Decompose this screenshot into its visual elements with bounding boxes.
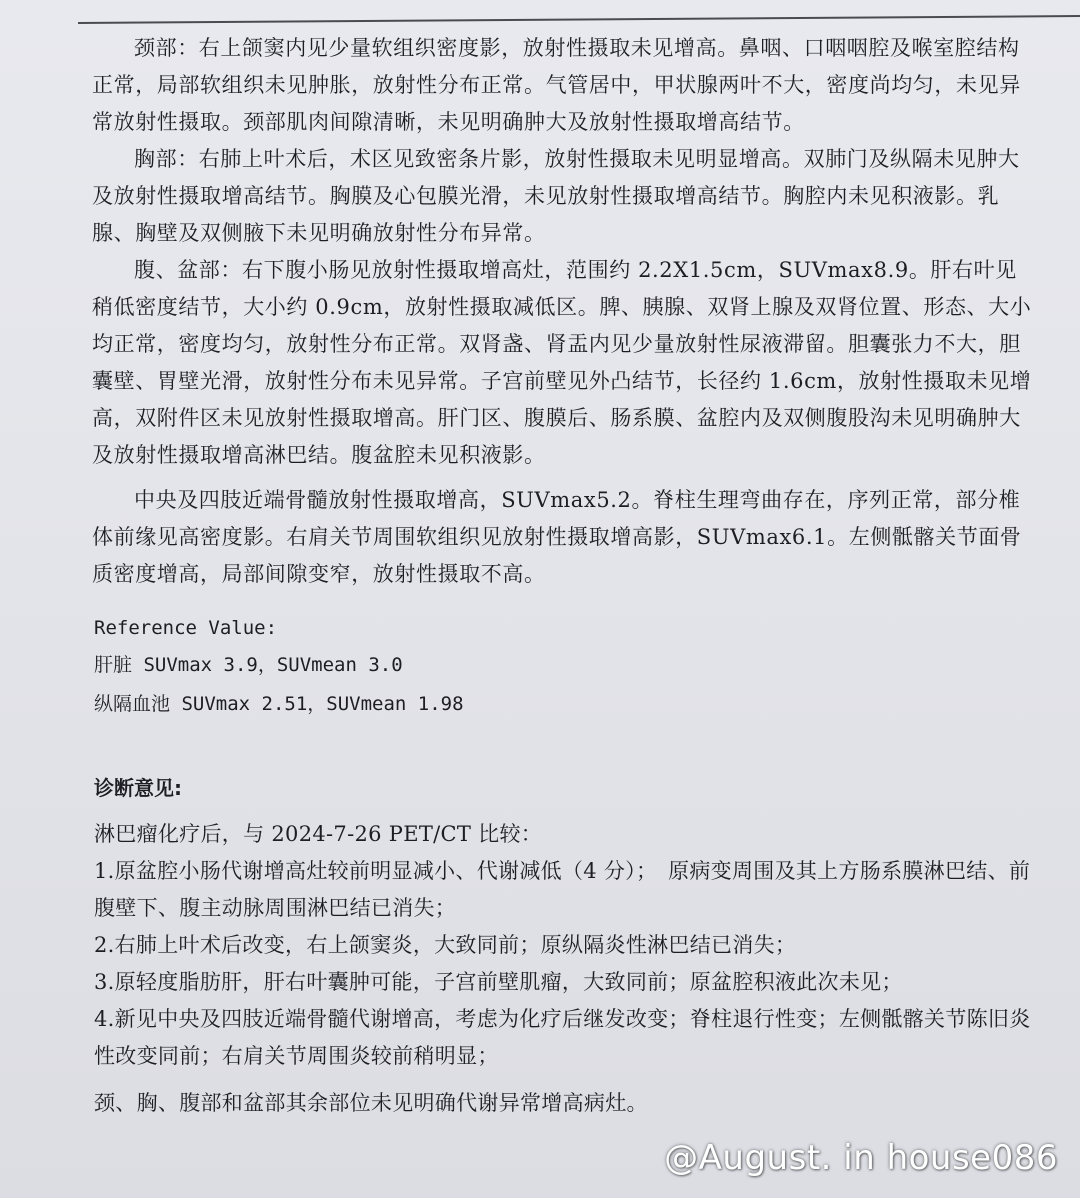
finding-chest (92, 141, 1032, 252)
finding-neck-text: 颈部：右上颌窦内见少量软组织密度影，放射性摄取未见增高。鼻咽、口咽咽腔及喉室腔结构正常，局部软组织未见肿胀，放射性分布正常。气管居中，甲状腺两叶不大，密度尚均匀，未见异常放射性摄取。颈部肌肉间隙清晰，未见明确肿大及放射性摄取增高结节。 (92, 36, 1021, 134)
reference-mediastinum: 纵隔血池 SUVmax 2.51，SUVmean 1.98 (94, 693, 464, 715)
watermark: @August. in house086 (664, 1138, 1058, 1178)
diagnosis-item-2: 2.右肺上叶术后改变，右上颌窦炎，大致同前；原纵隔炎性淋巴结已消失； (94, 933, 797, 957)
diagnosis-item-4: 4.新见中央及四肢近端骨髓代谢增高，考虑为化疗后继发改变；脊柱退行性变；左侧骶髂关节陈旧炎性改变同前；右肩关节周围炎较前稍明显； (94, 1007, 1031, 1068)
diagnosis-intro (94, 816, 1044, 853)
top-rule (78, 15, 1080, 24)
diagnosis-item-3: 3.原轻度脂肪肝，肝右叶囊肿可能，子宫前壁肌瘤，大致同前；原盆腔积液此次未见； (94, 970, 903, 994)
diagnosis-heading: 诊断意见: (94, 776, 182, 800)
finding-abdomen-text: 腹、盆部：右下腹小肠见放射性摄取增高灶，范围约 2.2X1.5cm，SUVmax8.9。肝右叶见稍低密度结节，大小约 0.9cm，放射性摄取减低区。脾、胰腺、双肾上腺及双肾位置、形态、大小均正常，密度均匀，放射性分布正常。双肾盏、肾盂内见少量放射性尿液滞留。胆囊张力不大，胆囊壁、胃壁光滑，放射性分布未见异常。子宫前壁见外凸结节，长径约 1.6cm，放射性摄取未见增高，双附件区未见放射性摄取增高。肝门区、腹膜后、肠系膜、盆腔内及双侧腹股沟未见明确肿大及放射性摄取增高淋巴结。腹盆腔未见积液影。 (92, 258, 1032, 467)
reference-label: Reference Value: (94, 617, 278, 639)
finding-bone-text: 中央及四肢近端骨髓放射性摄取增高，SUVmax5.2。脊柱生理弯曲存在，序列正常，部分椎体前缘见高密度影。右肩关节周围软组织见放射性摄取增高影，SUVmax6.1。左侧骶髂关节面骨质密度增高，局部间隙变窄，放射性摄取不高。 (92, 488, 1022, 586)
finding-bone (92, 482, 1032, 593)
finding-neck (92, 30, 1032, 141)
diagnosis-item-1: 1.原盆腔小肠代谢增高灶较前明显减小、代谢减低（4 分）； 原病变周围及其上方肠系膜淋巴结、前腹壁下、腹主动脉周围淋巴结已消失； (94, 859, 1031, 920)
diagnosis-closing-text: 颈、胸、腹部和盆部其余部位未见明确代谢异常增高病灶。 (94, 1091, 648, 1115)
reference-liver: 肝脏 SUVmax 3.9，SUVmean 3.0 (94, 654, 403, 676)
finding-abdomen (92, 252, 1032, 474)
diagnosis-intro-text: 淋巴瘤化疗后，与 2024-7-26 PET/CT 比较： (94, 822, 543, 846)
diagnosis-closing (94, 1085, 1044, 1122)
finding-chest-text: 胸部：右肺上叶术后，术区见致密条片影，放射性摄取未见明显增高。双肺门及纵隔未见肿大及放射性摄取增高结节。胸膜及心包膜光滑，未见放射性摄取增高结节。胸腔内未见积液影。乳腺、胸壁及双侧腋下未见明确放射性分布异常。 (92, 147, 1020, 245)
